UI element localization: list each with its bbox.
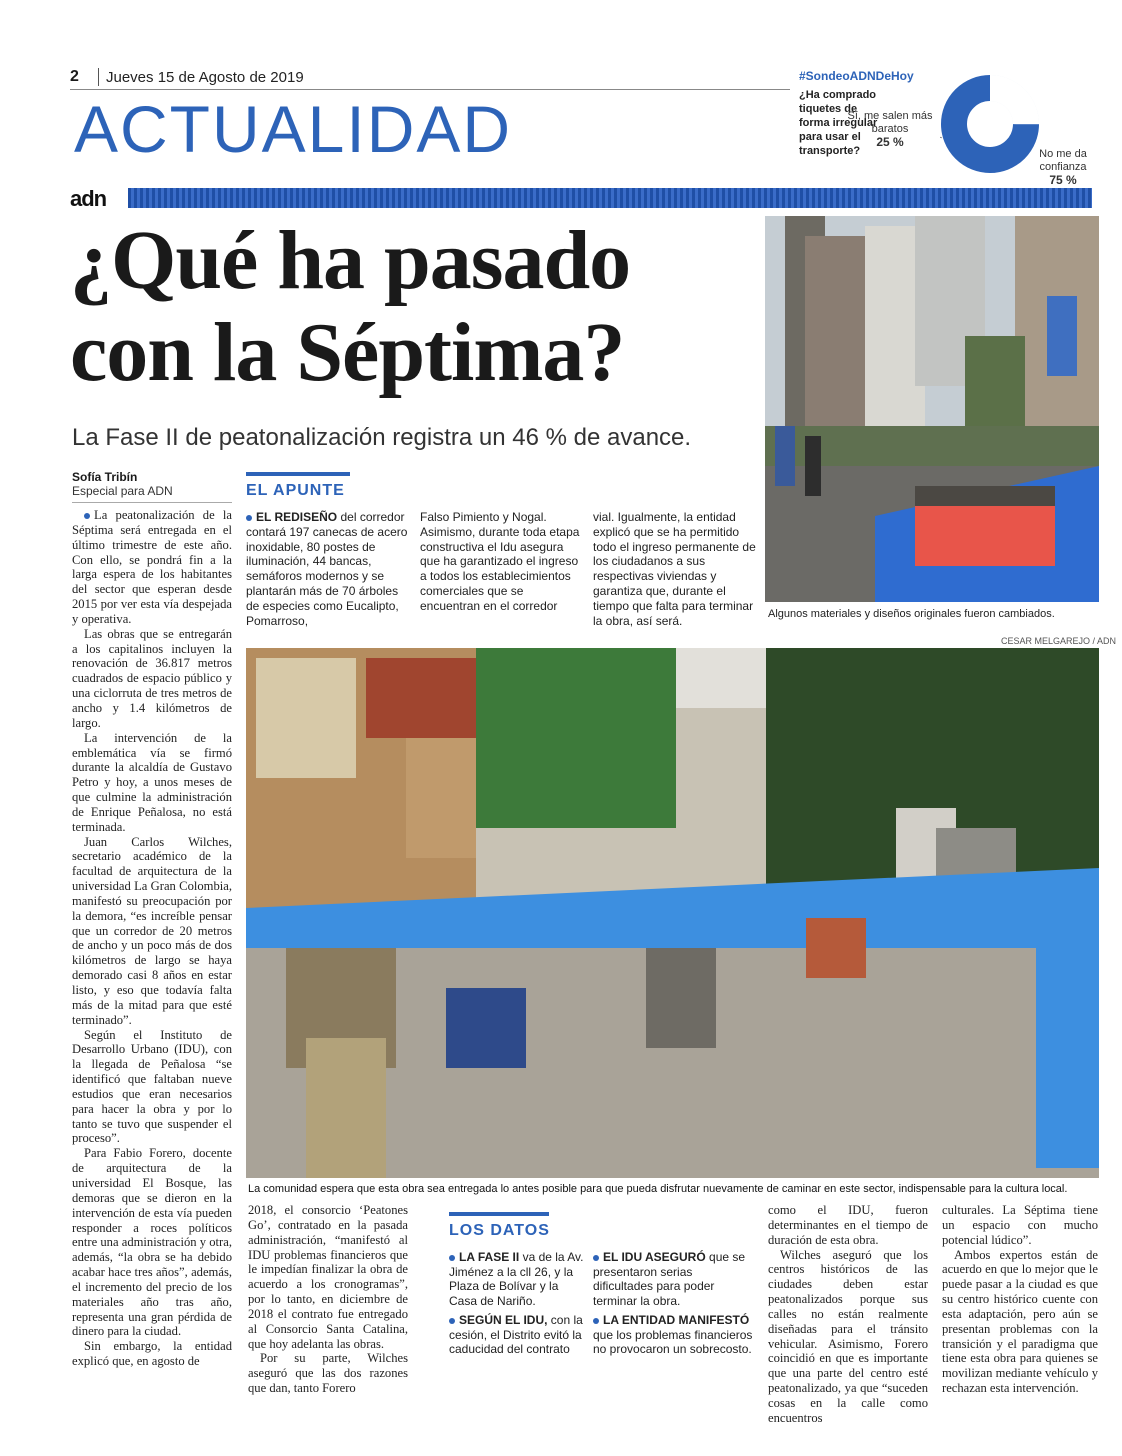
- apunte-bar: [246, 472, 350, 476]
- apunte-col-2: Falso Pimiento y Nogal. Asimismo, durante toda etapa constructiva el Idu asegura que ha garantizado el ingreso a todos los establecimientos comerciales que se encuentran en el corredor: [420, 510, 580, 613]
- col2-p2: Por su parte, Wilches aseguró que las dos razones que dan, tanto Forero: [248, 1351, 408, 1396]
- dato-2-lead: SEGÚN EL IDU,: [459, 1313, 548, 1327]
- bullet-icon: [449, 1318, 455, 1324]
- apunte-lead: EL REDISEÑO: [256, 510, 338, 524]
- dato-2: [449, 1313, 585, 1357]
- bullet-icon: [593, 1255, 599, 1261]
- col1-p7: Sin embargo, la entidad explicó que, en agosto de: [72, 1339, 232, 1369]
- poll-yes-label: [846, 110, 934, 149]
- col1-p4: Juan Carlos Wilches, secretario académico de la facultad de arquitectura de la universidad La Gran Colombia, manifestó su preocupación por la demora, “es increíble pensar que un corredor de 20 metros de ancho y un poco más de dos kilómetros de largo se haya demorado casi 8 años en estar listo, y eso que todavía falta más de la mitad para que esté terminado”.: [72, 834, 232, 1027]
- datos-title: LOS DATOS: [449, 1222, 550, 1239]
- photo-street-top: [765, 216, 1099, 602]
- bullet-icon: [84, 513, 90, 519]
- dato-4: [593, 1313, 753, 1357]
- dato-3-text: que se presentaron serias dificultades para poder terminar la obra.: [593, 1250, 746, 1308]
- dato-4-text: que los problemas financieros no provocaron un sobrecosto.: [593, 1327, 753, 1357]
- col4-p1: culturales. La Séptima tiene un espacio con mucho potencial lúdico”.: [942, 1203, 1098, 1247]
- poll-yes-text: Sí, me salen más baratos: [847, 110, 933, 135]
- poll-no-text: No me da confianza: [1039, 148, 1087, 173]
- dato-2-text: con la cesión, el Distrito evitó la caducidad del contrato: [449, 1313, 583, 1357]
- bullet-icon: [449, 1255, 455, 1261]
- photo-street-top-illustration: [765, 216, 1099, 602]
- dato-1-lead: LA FASE II: [459, 1250, 520, 1264]
- col4-p2: Ambos expertos están de acuerdo en que lo mejor que le puede pasar a la ciudad es que su centro histórico cuente con esta adaptación, pero aún se presentan problemas con la transición y el paradigma que tiene esta obra para quienes se movilizan mediante vehículo y rechazan esta intervención.: [942, 1247, 1098, 1396]
- section-bar: [128, 188, 1092, 208]
- adn-logo: adn: [70, 186, 107, 211]
- top-photo-caption: Algunos materiales y diseños originales fueron cambiados.: [768, 608, 1055, 620]
- poll-donut-chart: [940, 74, 1040, 174]
- author-role: Especial para ADN: [72, 484, 173, 498]
- col2-p1: 2018, el consorcio ‘Peatones Go’, contratado en la pasada administración, “manifestó al IDU problemas financieros que le impedían finalizar la obra de acuerdo a los cronogramas”, por lo tanto, en diciembre de 2018 el contrato fue entregado al Consorcio Santa Catalina, que hoy adelanta las obras.: [248, 1203, 408, 1351]
- bullet-icon: [246, 515, 252, 521]
- col3-p1: como el IDU, fueron determinantes en el tiempo de duración de esta obra.: [768, 1203, 928, 1247]
- page-number: 2: [70, 68, 79, 85]
- author-rule: [72, 502, 232, 503]
- big-photo-caption: La comunidad espera que esta obra sea entregada lo antes posible para que pueda disfrutar nuevamente de caminar en este sector, indispensable para la cultura local.: [248, 1183, 1068, 1195]
- col1-p2: Las obras que se entregarán a los capitalinos incluyen la renovación de 36.817 metros cuadrados de espacio público y una ciclorruta de tres metros de ancho y 1.4 kilómetros de largo.: [72, 626, 232, 730]
- subtitle: La Fase II de peatonalización registra un 46 % de avance.: [72, 424, 692, 451]
- apunte-text-1: del corredor contará 197 canecas de acero inoxidable, 80 postes de iluminación, 44 bancas, semáforos modernos y se plantarán más de 70 árboles de especies como Eucalipto, Pomarroso,: [246, 510, 408, 628]
- col1-p5: Según el Instituto de Desarrollo Urbano (IDU), con la llegada de Peñalosa “se identificó que faltaban nueve estudios que eran necesarios para hacer la obra y por lo tanto se tuvo que suspender el proceso”.: [72, 1027, 232, 1146]
- apunte-col-1: [246, 510, 412, 628]
- bullet-icon: [593, 1318, 599, 1324]
- header-separator: [98, 68, 99, 86]
- dato-3: [593, 1250, 753, 1308]
- photo-credit: CESAR MELGAREJO / ADN: [1001, 636, 1117, 646]
- datos-bar: [449, 1212, 549, 1216]
- dato-4-lead: LA ENTIDAD MANIFESTÓ: [603, 1313, 750, 1327]
- article-col-1: [72, 508, 232, 1369]
- poll-no-value: 75 %: [1049, 173, 1077, 187]
- apunte-col-3: vial. Igualmente, la entidad explicó que se ha permitido todo el ingreso permanente de los ciudadanos a sus respectivas viviendas y garantiza que, durante el tiempo que falta para terminar la obra, así será.: [593, 510, 756, 628]
- poll-yes-value: 25 %: [876, 135, 904, 149]
- col1-p6: Para Fabio Forero, docente de arquitectura de la universidad El Bosque, las demoras que se dieron en la intervención de esta vía pueden responder a roces políticos entre una administración y otra, además, “la obra se ha debido acabar hace tres años”, además, el incremento del precio de los materiales año tras año, representa una gran pérdida de dinero para la ciudad.: [72, 1146, 232, 1339]
- section-title: ACTUALIDAD: [74, 92, 513, 166]
- col1-paragraph: [72, 508, 232, 627]
- article-col-4: [942, 1203, 1098, 1396]
- col1-p1: La peatonalización de la Séptima será entregada en el último trimestre de este año. Con ello, se pondrá fin a la larga espera de los habitantes del sector que esperan desde 2015 por ver esta vía despejada y operativa.: [72, 508, 232, 626]
- author-name: Sofía Tribín: [72, 470, 138, 484]
- article-col-2: [248, 1203, 408, 1396]
- col1-p3: La intervención de la emblemática vía se firmó durante la alcaldía de Gustavo Petro y hoy, a unos meses de que culmine la administración de Enrique Peñalosa, no está terminada.: [72, 730, 232, 834]
- dato-3-lead: EL IDU ASEGURÓ: [603, 1250, 706, 1264]
- poll-no-label: [1028, 148, 1098, 187]
- apunte-title: EL APUNTE: [246, 482, 345, 499]
- photo-construction: [246, 648, 1099, 1178]
- article-col-3: [768, 1203, 928, 1426]
- poll-hashtag: #SondeoADNDeHoy: [799, 69, 914, 83]
- photo-construction-illustration: [246, 648, 1099, 1178]
- header-rule: [70, 89, 790, 90]
- col3-p2: Wilches aseguró que los centros históricos de las ciudades deben estar peatonalizados porque sus calles no están realmente diseñadas para el tránsito vehicular. Asimismo, Forero coincidió en que es importante que una parte del centro esté peatonalizado, ya que “suceden cosas en la calle como encuentros: [768, 1247, 928, 1425]
- dato-1-text: va de la Av. Jiménez a la cll 26, y la Plaza de Bolívar y la Casa de Nariño.: [449, 1250, 584, 1308]
- issue-date: Jueves 15 de Agosto de 2019: [106, 69, 304, 86]
- poll-question: ¿Ha comprado tiquetes de forma irregular para usar el transporte?: [799, 89, 878, 157]
- dato-1: [449, 1250, 585, 1308]
- headline: ¿Qué ha pasado con la Séptima?: [70, 214, 631, 399]
